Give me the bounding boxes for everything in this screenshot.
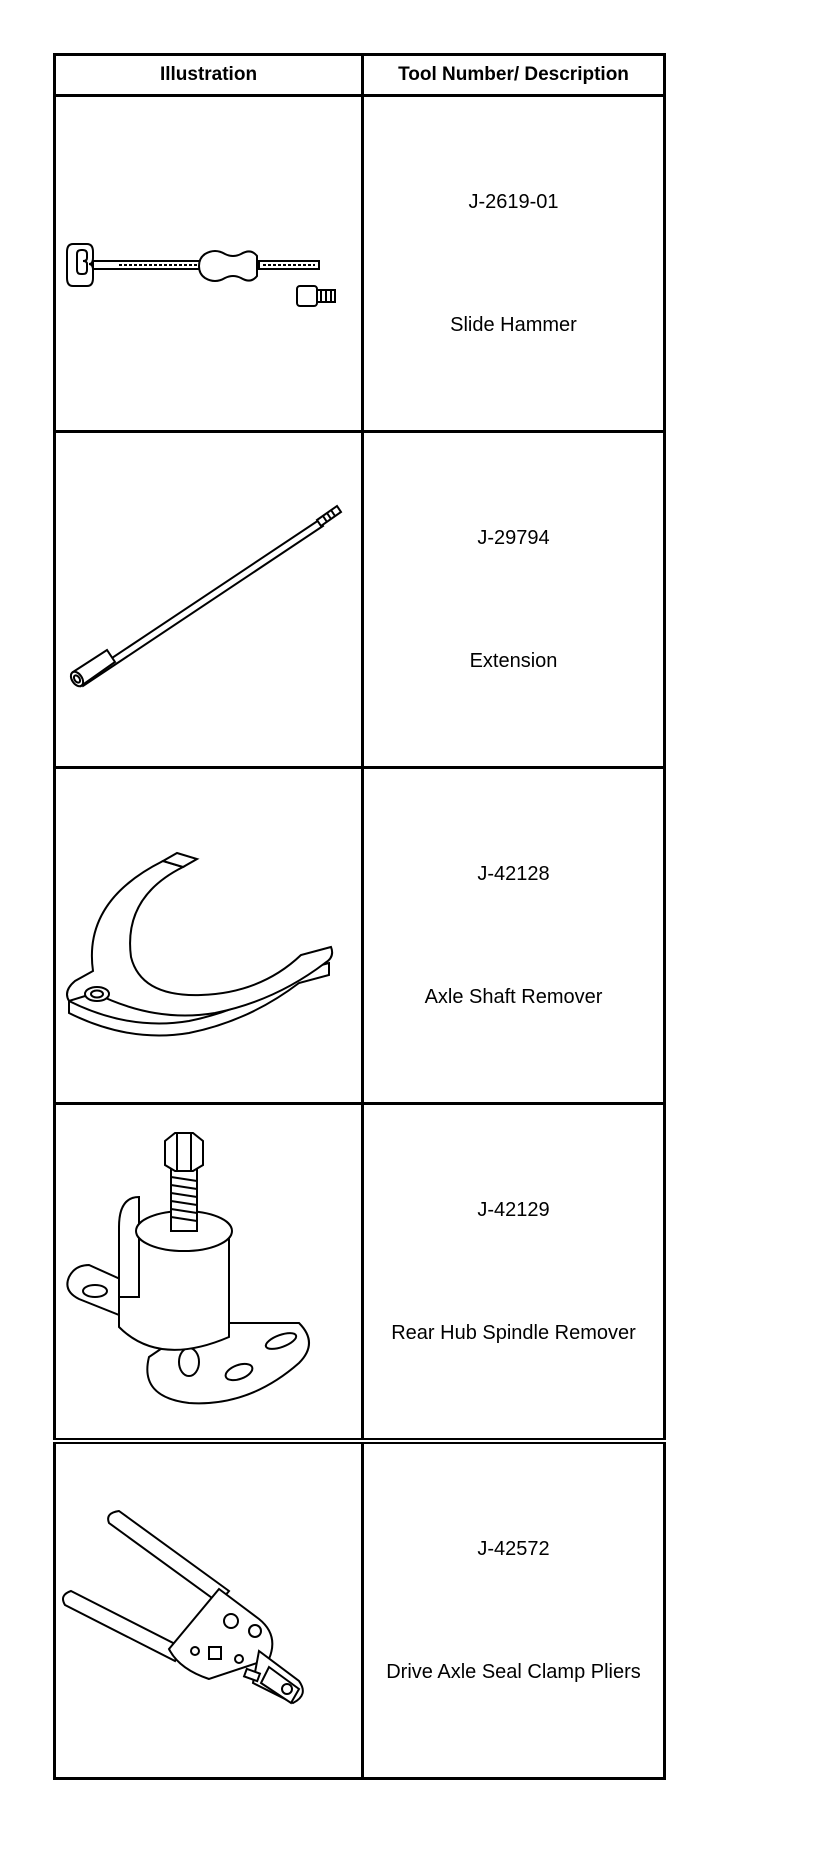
tool-name: Rear Hub Spindle Remover — [391, 1321, 636, 1344]
table-row — [55, 432, 665, 768]
table-row — [55, 1441, 665, 1779]
tool-name: Slide Hammer — [450, 313, 577, 336]
extension-rod-illustration — [59, 490, 359, 710]
table-row — [55, 96, 665, 432]
table-header-row — [55, 55, 665, 96]
clamp-pliers-illustration — [59, 1491, 359, 1731]
header-tool-description: Tool Number/ Description — [363, 55, 665, 96]
axle-shaft-remover-illustration — [59, 826, 359, 1046]
header-illustration: Illustration — [55, 55, 363, 96]
tool-number: J-42128 — [477, 862, 550, 885]
tool-description-cell — [363, 1441, 665, 1779]
illustration-cell — [55, 96, 363, 432]
special-tools-sheet — [53, 53, 663, 1780]
tool-name: Extension — [469, 649, 558, 672]
table-row — [55, 1104, 665, 1442]
tool-number: J-2619-01 — [468, 190, 559, 213]
tool-number: J-42572 — [477, 1537, 550, 1560]
tool-name: Drive Axle Seal Clamp Pliers — [386, 1660, 641, 1683]
tool-description-cell — [363, 768, 665, 1104]
tool-description-cell — [363, 96, 665, 432]
illustration-cell — [55, 1441, 363, 1779]
tool-name: Axle Shaft Remover — [424, 985, 603, 1008]
special-tools-table — [53, 53, 666, 1780]
tool-number: J-42129 — [477, 1198, 550, 1221]
tool-description-cell — [363, 432, 665, 768]
slide-hammer-illustration — [59, 194, 359, 334]
illustration-cell — [55, 1104, 363, 1442]
table-row — [55, 768, 665, 1104]
tool-description-cell — [363, 1104, 665, 1442]
illustration-cell — [55, 768, 363, 1104]
illustration-cell — [55, 432, 363, 768]
tool-number: J-29794 — [477, 526, 550, 549]
hub-spindle-remover-illustration — [59, 1127, 359, 1417]
